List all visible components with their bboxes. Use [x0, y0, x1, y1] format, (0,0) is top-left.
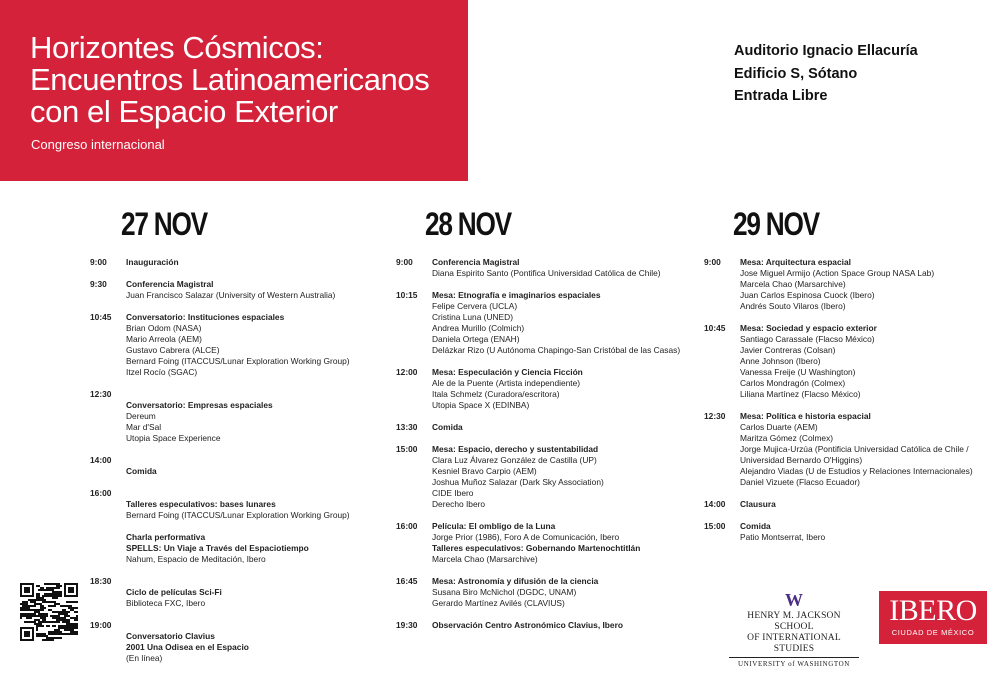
entry-time: 19:30 — [396, 620, 418, 630]
entry-heading: Ciclo de películas Sci-Fi — [126, 587, 222, 597]
entry-detail: Patio Montserrat, Ibero — [740, 532, 826, 542]
entry-detail: Jose Miguel Armijo (Action Space Group NASA Lab) — [740, 268, 935, 278]
event-title-line: con el Espacio Exterior — [30, 94, 338, 129]
ibero-logo-city: CIUDAD DE MÉXICO — [891, 628, 975, 637]
entry-time: 18:30 — [90, 576, 112, 586]
entry-time: 9:00 — [90, 257, 107, 267]
entry-time: 9:00 — [704, 257, 721, 267]
schedule-entry — [90, 312, 390, 378]
entry-detail: Andrés Souto Vilaros (Ibero) — [740, 301, 846, 311]
entry-heading: Mesa: Especulación y Ciencia Ficción — [432, 367, 583, 377]
schedule-entry — [704, 499, 994, 510]
entry-detail: Alejandro Viadas (U de Estudios y Relaciones Internacionales) — [740, 466, 973, 476]
schedule-entry — [90, 631, 390, 642]
entry-detail: Clara Luz Álvarez González de Castilla (UP) — [432, 455, 597, 465]
schedule-entry — [396, 620, 696, 631]
entry-heading: Observación Centro Astronómico Clavius, Ibero — [432, 620, 623, 630]
entry-detail: Juan Francisco Salazar (University of Western Australia) — [126, 290, 336, 300]
entry-detail: Gerardo Martínez Avilés (CLAVIUS) — [432, 598, 565, 608]
entry-detail: Felipe Cervera (UCLA) — [432, 301, 518, 311]
venue-line: Edificio S, Sótano — [734, 65, 858, 82]
schedule-entry — [90, 389, 390, 400]
entry-time: 9:00 — [396, 257, 413, 267]
entry-heading: Inauguración — [126, 257, 179, 267]
entry-detail: Carlos Mondragón (Colmex) — [740, 378, 846, 388]
entry-time: 12:30 — [90, 389, 112, 399]
entry-detail: Maritza Gómez (Colmex) — [740, 433, 834, 443]
entry-heading: 2001 Una Odisea en el Espacio — [126, 642, 249, 652]
schedule-entry — [90, 576, 390, 587]
uw-logo-line: UNIVERSITY of WASHINGTON — [738, 660, 850, 668]
entry-detail: Mario Arreola (AEM) — [126, 334, 202, 344]
schedule-entry — [90, 499, 390, 521]
uw-jackson-school-logo — [729, 591, 859, 668]
schedule-entry — [90, 400, 390, 444]
entry-detail: Dereum — [126, 411, 156, 421]
venue-line: Auditorio Ignacio Ellacuría — [734, 43, 918, 59]
entry-detail: Andrea Murillo (Colmich) — [432, 323, 525, 333]
entry-time: 12:00 — [396, 367, 418, 377]
entry-detail: Santiago Carassale (Flacso México) — [740, 334, 875, 344]
entry-heading: Conferencia Magistral — [432, 257, 520, 267]
entry-heading: Comida — [740, 521, 771, 531]
schedule-entry — [396, 422, 696, 433]
entry-detail: CIDE Ibero — [432, 488, 474, 498]
entry-time: 9:30 — [90, 279, 107, 289]
entry-time: 14:00 — [704, 499, 726, 509]
entry-heading: SPELLS: Un Viaje a Través del Espaciotiempo — [126, 543, 309, 553]
schedule-entry — [90, 279, 390, 301]
schedule-entry — [396, 576, 696, 609]
entry-detail: Daniela Ortega (ENAH) — [432, 334, 520, 344]
entry-detail: Biblioteca FXC, Ibero — [126, 598, 206, 608]
entry-time: 16:00 — [396, 521, 418, 531]
entry-detail: Bernard Foing (ITACCUS/Lunar Exploration Working Group) — [126, 510, 350, 520]
entry-detail: Derecho Ibero — [432, 499, 486, 509]
day-title-28: 28 NOV — [425, 206, 511, 242]
schedule-day-27 — [90, 257, 390, 675]
entry-heading: Conversatorio: Instituciones espaciales — [126, 312, 285, 322]
schedule-entry — [396, 543, 696, 565]
schedule-entry — [90, 620, 390, 631]
entry-time: 19:00 — [90, 620, 112, 630]
entry-detail: Joshua Muñoz Salazar (Dark Sky Association) — [432, 477, 604, 487]
schedule-entry — [90, 257, 390, 268]
event-title — [30, 32, 460, 128]
entry-time: 15:00 — [396, 444, 418, 454]
schedule-entry — [704, 257, 994, 312]
entry-detail: Gustavo Cabrera (ALCE) — [126, 345, 220, 355]
entry-detail: Diana Espirito Santo (Pontifica Universidad Católica de Chile) — [432, 268, 661, 278]
entry-detail: Marcela Chao (Marsarchive) — [432, 554, 538, 564]
entry-heading: Talleres especulativos: Gobernando Martenochtitlán — [432, 543, 641, 553]
entry-detail: Universidad Bernardo O'Higgins) — [740, 455, 863, 465]
entry-heading: Conversatorio: Empresas espaciales — [126, 400, 273, 410]
uw-logo-line: HENRY M. JACKSON SCHOOL — [747, 611, 841, 632]
event-title-line: Encuentros Latinoamericanos — [30, 62, 430, 97]
entry-heading: Mesa: Etnografía e imaginarios espaciales — [432, 290, 601, 300]
entry-detail: Mar d'Sal — [126, 422, 162, 432]
schedule-day-29 — [704, 257, 994, 554]
schedule-entry — [90, 532, 390, 543]
entry-detail: Marcela Chao (Marsarchive) — [740, 279, 846, 289]
entry-detail: Utopia Space Experience — [126, 433, 221, 443]
entry-detail: Daniel Vizuete (Flacso Ecuador) — [740, 477, 860, 487]
entry-detail: Anne Johnson (Ibero) — [740, 356, 821, 366]
schedule-entry — [90, 587, 390, 609]
entry-heading: Clausura — [740, 499, 776, 509]
entry-time: 16:45 — [396, 576, 418, 586]
entry-heading: Mesa: Política e historia espacial — [740, 411, 871, 421]
entry-time: 10:45 — [90, 312, 112, 322]
entry-detail: Jorge Mujica-Urzúa (Pontificia Universidad Católica de Chile / — [740, 444, 969, 454]
entry-detail: Utopia Space X (EDINBA) — [432, 400, 530, 410]
entry-time: 14:00 — [90, 455, 112, 465]
schedule-entry — [396, 367, 696, 411]
schedule-entry — [90, 488, 390, 499]
entry-time: 13:30 — [396, 422, 418, 432]
entry-time: 10:15 — [396, 290, 418, 300]
day-title-27: 27 NOV — [121, 206, 207, 242]
ibero-logo — [879, 591, 987, 644]
schedule-entry — [90, 642, 390, 664]
entry-detail: Susana Biro McNichol (DGDC, UNAM) — [432, 587, 577, 597]
entry-detail: Carlos Duarte (AEM) — [740, 422, 818, 432]
schedule-entry — [704, 521, 994, 543]
uw-w-mark: W — [785, 590, 803, 610]
entry-detail: Javier Contreras (Colsan) — [740, 345, 836, 355]
entry-detail: Delázkar Rizo (U Autónoma Chapingo-San Cristóbal de las Casas) — [432, 345, 681, 355]
schedule-entry — [90, 455, 390, 466]
entry-heading: Charla performativa — [126, 532, 206, 542]
entry-heading: Comida — [432, 422, 463, 432]
entry-detail: Jorge Prior (1986), Foro A de Comunicación, Ibero — [432, 532, 620, 542]
entry-heading: Conferencia Magistral — [126, 279, 214, 289]
schedule-day-28 — [396, 257, 696, 642]
schedule-entry — [396, 290, 696, 356]
event-title-line: Horizontes Cósmicos: — [30, 30, 324, 65]
entry-time: 10:45 — [704, 323, 726, 333]
entry-detail: (En línea) — [126, 653, 163, 663]
entry-heading: Talleres especulativos: bases lunares — [126, 499, 276, 509]
day-title-29: 29 NOV — [733, 206, 819, 242]
entry-heading: Conversatorio Clavius — [126, 631, 215, 641]
entry-detail: Itzel Rocío (SGAC) — [126, 367, 198, 377]
entry-time: 16:00 — [90, 488, 112, 498]
entry-detail: Juan Carlos Espinosa Cuock (Ibero) — [740, 290, 875, 300]
entry-heading: Mesa: Arquitectura espacial — [740, 257, 851, 267]
entry-heading: Mesa: Espacio, derecho y sustentabilidad — [432, 444, 599, 454]
schedule-entry — [396, 521, 696, 543]
venue-info — [734, 40, 918, 108]
entry-detail: Bernard Foing (ITACCUS/Lunar Exploration Working Group) — [126, 356, 350, 366]
entry-detail: Cristina Luna (UNED) — [432, 312, 513, 322]
schedule-entry — [90, 543, 390, 565]
entry-detail: Brian Odom (NASA) — [126, 323, 202, 333]
qr-code-icon — [20, 583, 78, 641]
schedule-entry — [90, 466, 390, 477]
entry-detail: Nahum, Espacio de Meditación, Ibero — [126, 554, 266, 564]
schedule-entry — [396, 444, 696, 510]
venue-line: Entrada Libre — [734, 88, 828, 104]
entry-time: 15:00 — [704, 521, 726, 531]
entry-heading: Mesa: Astronomía y difusión de la ciencia — [432, 576, 599, 586]
schedule-entry — [396, 257, 696, 279]
entry-detail: Kesniel Bravo Carpio (AEM) — [432, 466, 537, 476]
entry-detail: Vanessa Freije (U Washington) — [740, 367, 856, 377]
schedule-entry — [704, 411, 994, 488]
entry-time: 12:30 — [704, 411, 726, 421]
header-banner — [0, 0, 468, 181]
entry-detail: Ale de la Puente (Artista independiente) — [432, 378, 581, 388]
entry-heading: Película: El ombligo de la Luna — [432, 521, 556, 531]
ibero-logo-name: IBERO — [889, 594, 977, 627]
entry-heading: Mesa: Sociedad y espacio exterior — [740, 323, 877, 333]
entry-detail: Liliana Martínez (Flacso México) — [740, 389, 861, 399]
schedule-entry — [704, 323, 994, 400]
event-subtitle: Congreso internacional — [31, 137, 165, 152]
entry-detail: Itala Schmelz (Curadora/escritora) — [432, 389, 560, 399]
uw-logo-line: OF INTERNATIONAL STUDIES — [729, 633, 859, 658]
entry-heading: Comida — [126, 466, 157, 476]
